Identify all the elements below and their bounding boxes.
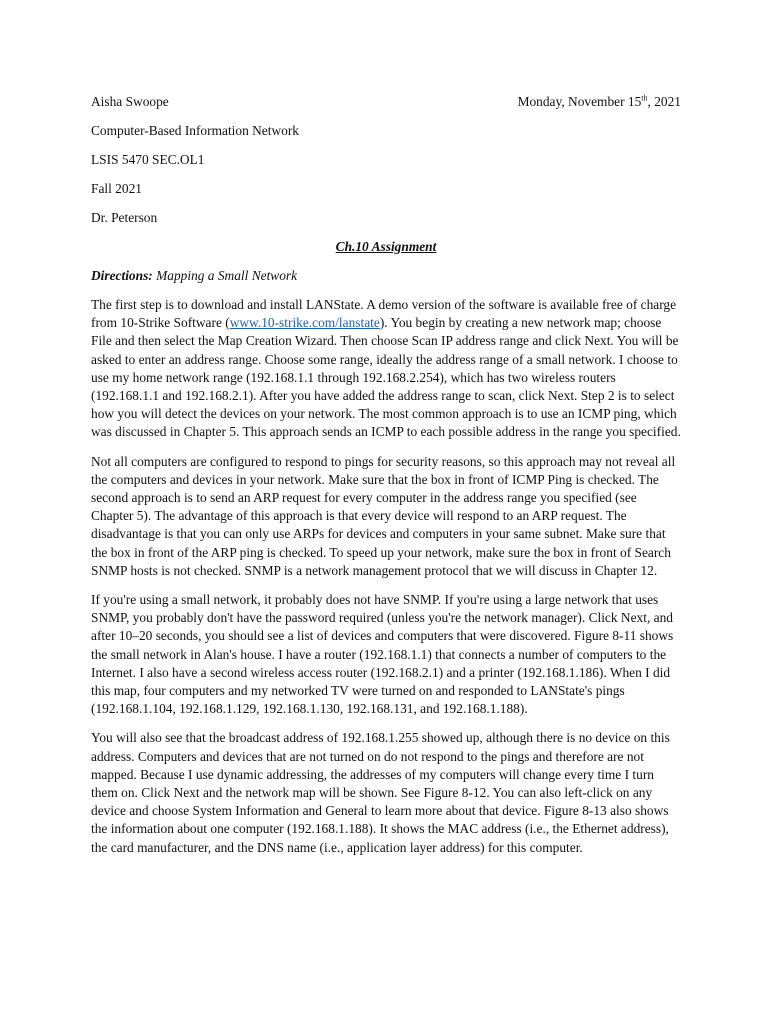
document-page: [91, 93, 681, 868]
date-prefix: Monday, November 15: [517, 94, 642, 109]
author-name: Aisha Swoope: [91, 94, 169, 109]
directions-text: Mapping a Small Network: [156, 268, 298, 283]
header-row: [91, 93, 681, 111]
directions: [91, 267, 681, 285]
paragraph-1-end: ). You begin by creating a new network map; choose File and then select the Map Creation Wizard. Then choose Scan IP address range and click Next. You will be asked to enter an address range. Choose some range, ideally the address range of a small network. I choose to use my home network range (192.168.1.1 through 192.168.2.254), which has two wireless routers (192.168.1.1 and 192.168.2.1). After you have added the address range to scan, click Next. Step 2 is to select how you will detect the devices on your network. The most common approach is to use an ICMP ping, which was discussed in Chapter 5. This approach sends an ICMP to each possible address in the range you specified.: [91, 315, 681, 440]
paragraph-3: If you're using a small network, it probably does not have SNMP. If you're using a large network that uses SNMP, you probably don't have the password required (unless you're the network manager). Click Next, and after 10–20 seconds, you should see a list of devices and computers that were discovered. Figure 8-11 shows the small network in Alan's house. I have a router (192.168.1.1) that connects a number of computers to the Internet. I also have a second wireless access router (192.168.2.1) and a printer (192.168.1.186). When I did this map, four computers and my networked TV were turned on and responded to LANState's pings (192.168.1.104, 192.168.1.129, 192.168.1.130, 192.168.131, and 192.168.1.188).: [91, 592, 674, 717]
date-suffix: , 2021: [647, 94, 681, 109]
term: Fall 2021: [91, 181, 142, 196]
course-name: Computer-Based Information Network: [91, 123, 299, 138]
paragraph-4: You will also see that the broadcast address of 192.168.1.255 showed up, although there is no device on this address. Computers and devices that are not turned on do not respond to the pings and therefore are not mapped. Because I use dynamic addressing, the addresses of my computers will change every time I turn them on. Click Next and the network map will be shown. See Figure 8-12. You can also left-click on any device and choose System Information and General to learn more about that device. Figure 8-13 also shows the information about one computer (192.168.1.188). It shows the MAC address (i.e., the Ethernet address), the card manufacturer, and the DNS name (i.e., application layer address) for this computer.: [91, 730, 670, 855]
assignment-title: Ch.10 Assignment: [335, 239, 437, 254]
document-date: [518, 93, 681, 111]
paragraph-2: Not all computers are configured to respond to pings for security reasons, so this approach may not reveal all the computers and devices in your network. Make sure that the box in front of ICMP Ping is checked. The second approach is to send an ARP request for every computer in the address range you specified (see Chapter 5). The advantage of this approach is that every device will respond to an ARP request. The disadvantage is that you can only use ARPs for devices and computers in your same subnet. Make sure that the box in front of the ARP ping is checked. To speed up your network, make sure the box in front of Search SNMP hosts is not checked. SNMP is a network management protocol that we will discuss in Chapter 12.: [91, 453, 676, 578]
paragraph-1-start: The first step is to download and install LANState. A demo version of the software is available free of charge from 10-Strike Software (: [91, 297, 677, 331]
directions-label: Directions:: [91, 268, 153, 283]
course-code: LSIS 5470 SEC.OL1: [91, 152, 205, 167]
lanstate-link[interactable]: www.10-strike.com/lanstate: [229, 315, 380, 331]
paragraph-1: [91, 296, 681, 442]
date-ordinal: th: [641, 93, 648, 103]
instructor: Dr. Peterson: [91, 210, 158, 225]
